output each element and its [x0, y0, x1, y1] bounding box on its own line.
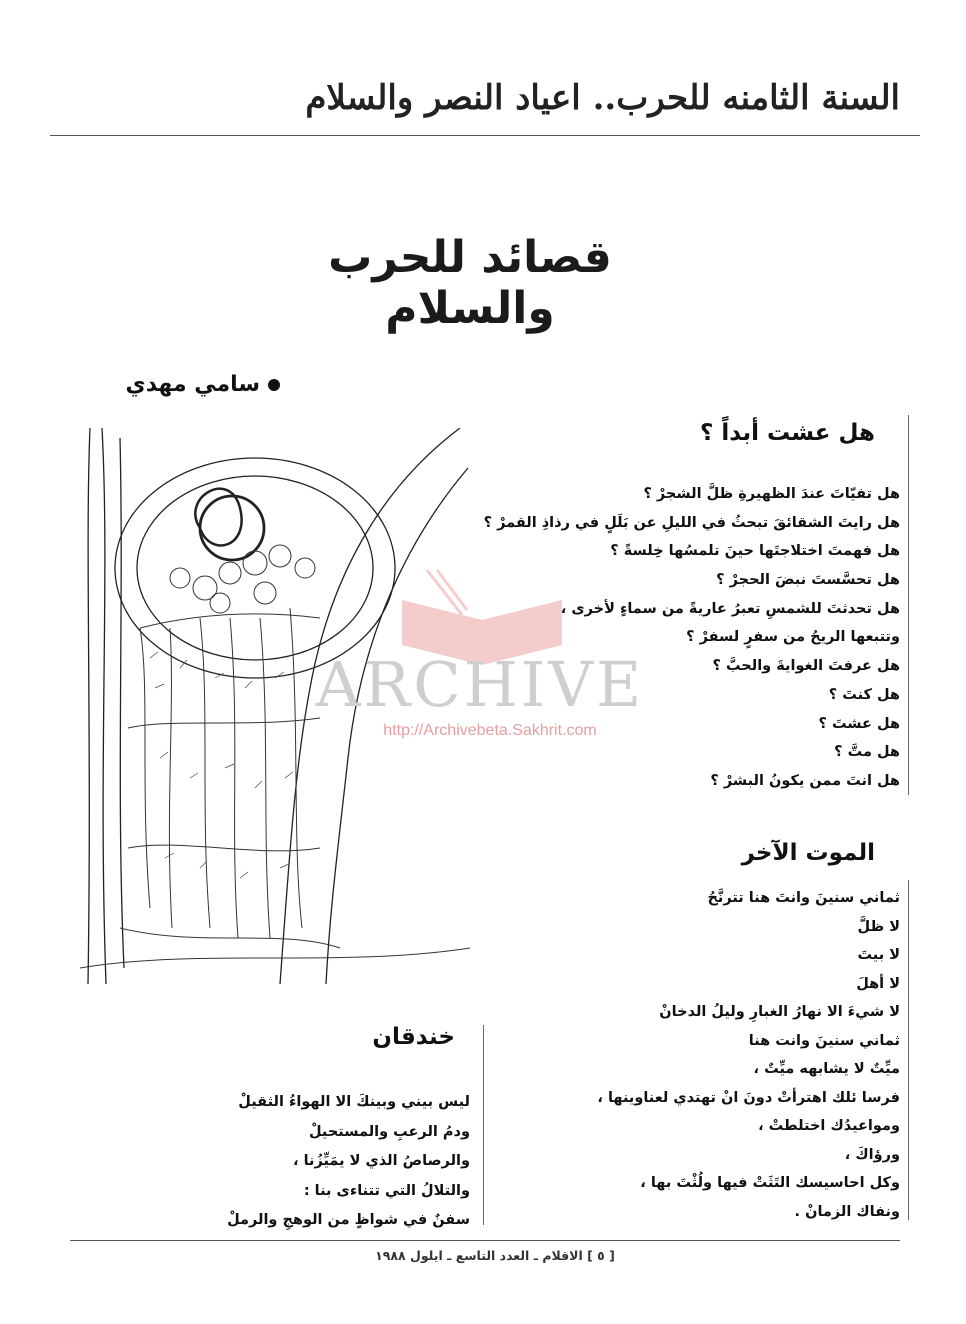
poem-line: لا ظلَّ	[857, 918, 900, 935]
poem-line: هل تحدثتَ للشمسِ تعبرُ عاريةً من سماءٍ لأخرى ،	[560, 600, 900, 617]
poem-line: هل انتَ ممن يكونُ البشرْ ؟	[710, 772, 900, 789]
poem-line: هل تحسَّستَ نبضَ الحجرْ ؟	[716, 572, 900, 589]
poem-line: لا بيتَ	[857, 947, 900, 963]
column-divider	[483, 1025, 484, 1225]
column-divider	[908, 415, 909, 795]
poem-title: هل عشت أبداً ؟	[700, 420, 875, 446]
header-divider	[50, 135, 920, 136]
poem-line: فرسا ئلك اهترأتْ دونَ انْ تهتدي لعناوينها ،	[597, 1089, 900, 1106]
poem-line: وتتبعها الريحُ من سفرٍ لسفرْ ؟	[686, 629, 900, 646]
poem-stanza	[470, 884, 900, 1226]
poem-line: وكل احاسيسك التَثَتْ فيها ولُثْتَ بها ،	[640, 1175, 900, 1191]
column-divider	[908, 880, 909, 1220]
poem-line: ونفاك الزمانْ .	[794, 1203, 900, 1220]
page-footer: [ ٥ ] الاقلام ـ العدد التاسع ـ ايلول ١٩٨٨	[375, 1248, 615, 1263]
poem-line: هل كنتَ ؟	[828, 686, 900, 703]
bullet-icon	[268, 379, 280, 391]
poem-line: سفنٌ في شواظٍ من الوهجِ والرملْ	[227, 1212, 470, 1228]
page-title: قصائد للحرب والسلام	[328, 232, 612, 334]
poem-line: هل تفيّاتَ عندَ الظهيرةِ ظلَّ الشجرْ ؟	[643, 486, 900, 502]
poem-line: ودمُ الرعبِ والمستحيلْ	[308, 1123, 470, 1140]
author-byline	[80, 372, 280, 397]
footer-divider	[70, 1240, 900, 1241]
poem-line: والرصاصُ الذي لا يمَيِّزُنا ،	[293, 1153, 470, 1169]
section-header: السنة الثامنه للحرب.. اعياد النصر والسلام	[305, 78, 900, 118]
poem-line: هل فهمتَ اختلاجتَها حينَ تلمسُها خِلسةً ؟	[610, 543, 900, 560]
poem-title: خندقان	[372, 1024, 455, 1050]
poem-line: والتلالُ التي تتناءى بنا :	[303, 1182, 470, 1199]
watermark-text: ARCHIVE	[315, 648, 645, 721]
poem-line: هل عرفتَ الغوايةَ والحبَّ ؟	[712, 658, 900, 675]
poem-line: ثماني سنينَ وانت هنا	[748, 1032, 900, 1049]
poem-title: الموت الآخر	[741, 840, 875, 866]
poem-line: هل رايتَ الشقائقَ تبحثُ في الليلِ عن بَلَلٍ في رذاذِ القمرْ ؟	[483, 514, 900, 531]
poem-line: هل متَّ ؟	[834, 744, 900, 761]
poem-stanza	[180, 1088, 470, 1236]
poem-line: هل عشتَ ؟	[818, 715, 900, 732]
watermark-url: http://Archivebeta.Sakhrit.com	[383, 722, 597, 739]
poem-line: لا شيءَ الا نهارُ الغبارِ وليلُ الدخانْ	[659, 1004, 900, 1020]
poem-line: ليس بيني وبينكَ الا الهواءُ الثقيلْ	[238, 1094, 470, 1110]
poem-line: لا أهلَ	[856, 975, 900, 992]
poem-line: ميِّتٌ لا يشابهه ميِّتٌ ،	[753, 1061, 900, 1077]
author-name: سامي مهدي	[125, 372, 260, 397]
poem-line: ومواعيدُك اختلطتْ ،	[758, 1118, 900, 1134]
poem-line: ورؤاكَ ،	[844, 1146, 900, 1163]
poem-line: ثماني سنينَ وانتَ هنا تترنَّحُ	[707, 890, 900, 906]
